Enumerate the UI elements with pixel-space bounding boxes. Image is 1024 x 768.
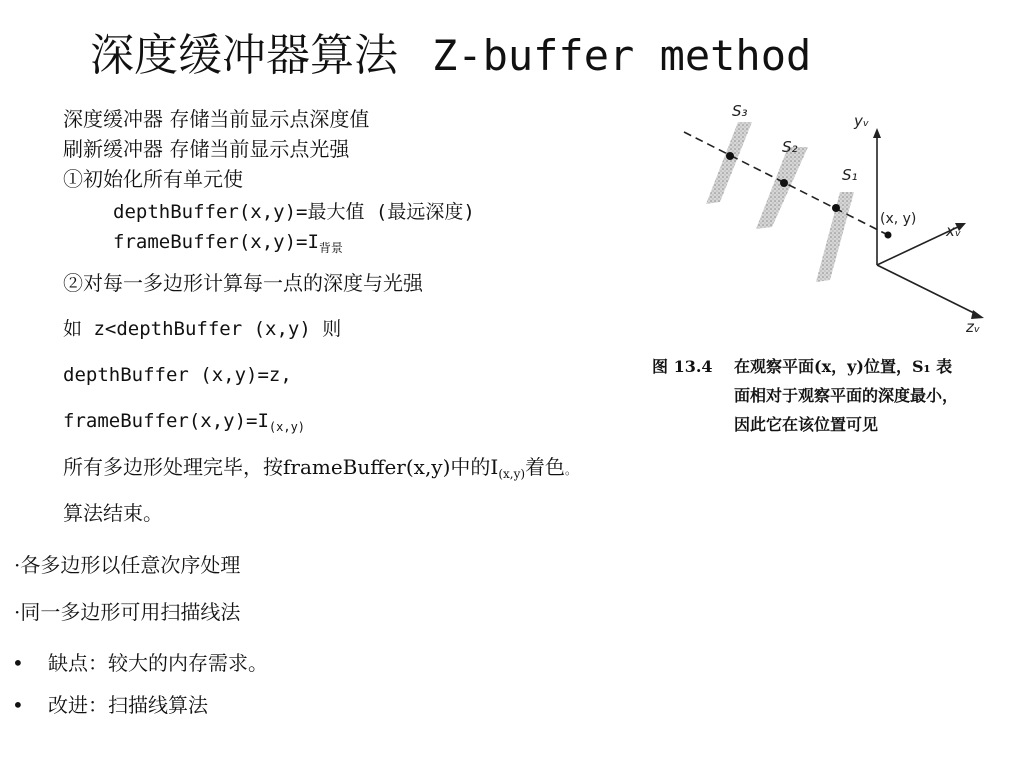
finish-sub: (x,y)	[498, 467, 526, 481]
finish-pre: 所有多边形处理完毕，按frameBuffer(x,y)中的I	[63, 455, 499, 479]
caption-number: 图 13.4	[652, 357, 713, 376]
bullet-text: 各多边形以任意次序处理	[20, 553, 241, 577]
assign-depth: depthBuffer (x,y)=z,	[63, 364, 292, 386]
refresh-buffer-desc: 刷新缓冲器 存储当前显示点光强	[63, 137, 350, 161]
label-yv: yᵥ	[854, 112, 870, 130]
label-point: (x, y)	[880, 211, 917, 227]
assign-frame-text: frameBuffer(x,y)=I	[63, 410, 269, 432]
bullet-marker: •	[12, 693, 24, 717]
caption-line-2: 面相对于观察平面的深度最小，	[734, 386, 959, 405]
label-xv: xᵥ	[946, 222, 962, 240]
finish-post: 着色	[525, 455, 566, 479]
surface-s2	[756, 147, 808, 229]
step-two: ②对每一多边形计算每一点的深度与光强	[63, 271, 423, 295]
bullet-marker: ·	[14, 600, 21, 624]
zbuffer-diagram	[670, 92, 1020, 347]
caption-line-1: 在观察平面(x，y)位置，S₁ 表	[734, 357, 953, 376]
finish-end: 。	[565, 463, 578, 477]
point-s3	[726, 152, 734, 160]
depth-buffer-desc: 深度缓冲器 存储当前显示点深度值	[63, 107, 370, 131]
label-s2: S₂	[782, 138, 798, 156]
init-frame-text: frameBuffer(x,y)=I	[113, 231, 319, 253]
init-depth-line: depthBuffer(x,y)=最大值 (最远深度)	[113, 201, 475, 223]
bullet-text: 同一多边形可用扫描线法	[20, 600, 241, 624]
finish-line	[63, 454, 577, 483]
bullet-item	[12, 692, 208, 718]
title-chinese: 深度缓冲器算法	[90, 30, 398, 81]
bullet-item	[14, 552, 240, 578]
init-frame-line	[113, 229, 343, 255]
figure-caption	[652, 352, 958, 439]
y-arrow-icon	[873, 128, 881, 138]
label-zv: zᵥ	[966, 318, 981, 336]
bullet-item	[12, 650, 268, 676]
algorithm-end: 算法结束。	[63, 501, 163, 525]
z-axis	[877, 265, 978, 315]
assign-frame	[63, 408, 305, 434]
label-s3: S₃	[732, 102, 748, 120]
if-condition: 如 z<depthBuffer (x,y) 则	[63, 318, 342, 340]
bullet-marker: ·	[14, 553, 21, 577]
title-english: Z-buffer method	[432, 31, 812, 80]
point-xy	[885, 232, 892, 239]
page-title	[90, 28, 811, 84]
label-s1: S₁	[842, 166, 858, 184]
caption-line-3: 因此它在该位置可见	[734, 415, 879, 434]
point-s1	[832, 204, 840, 212]
init-frame-sub: 背景	[318, 241, 343, 255]
bullet-item	[14, 599, 240, 625]
bullet-text: 缺点：较大的内存需求。	[48, 651, 268, 675]
bullet-text: 改进：扫描线算法	[48, 693, 208, 717]
bullet-marker: •	[12, 651, 24, 675]
assign-frame-sub: (x,y)	[268, 420, 306, 434]
step-one: ①初始化所有单元使	[63, 167, 243, 191]
point-s2	[780, 179, 788, 187]
